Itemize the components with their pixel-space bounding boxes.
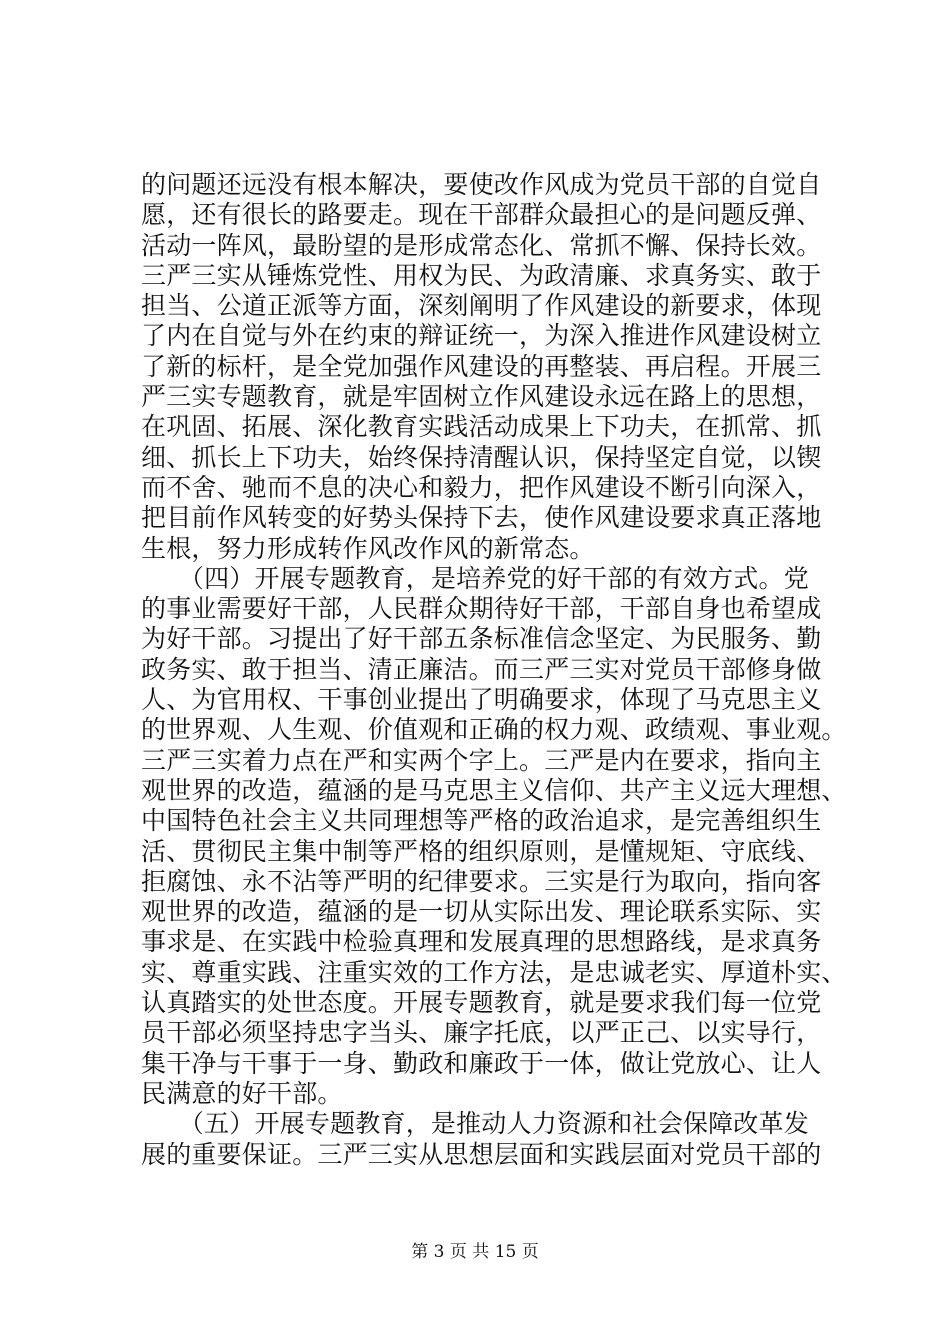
text-line: 认真踏实的处世态度。开展专题教育，就是要求我们每一位党: [141, 988, 822, 1018]
text-line: 实、尊重实践、注重实效的工作方法，是忠诚老实、厚道朴实、: [141, 957, 847, 987]
text-line: 拒腐蚀、永不沾等严明的纪律要求。三实是行为取向，指向客: [141, 866, 822, 896]
text-line: 观世界的改造，蕴涵的是马克思主义信仰、共产主义远大理想、: [141, 775, 847, 805]
text-line: 细、抓长上下功夫，始终保持清醒认识，保持坚定自觉，以锲: [141, 442, 822, 472]
text-line: 三严三实从锤炼党性、用权为民、为政清廉、求真务实、敢于: [141, 260, 822, 290]
text-line: 的世界观、人生观、价值观和正确的权力观、政绩观、事业观。: [141, 715, 847, 745]
text-line: 了新的标杆，是全党加强作风建设的再整装、再启程。开展三: [141, 351, 822, 381]
text-line: 中国特色社会主义共同理想等严格的政治追求，是完善组织生: [141, 806, 822, 836]
text-line: 把目前作风转变的好势头保持下去，使作风建设要求真正落地: [141, 503, 822, 533]
text-line: 员干部必须坚持忠字当头、廉字托底，以严正己、以实导行，: [141, 1018, 822, 1048]
text-line: 的事业需要好干部，人民群众期待好干部，干部自身也希望成: [141, 594, 822, 624]
text-line: 事求是、在实践中检验真理和发展真理的思想路线，是求真务: [141, 927, 822, 957]
text-line: 政务实、敢于担当、清正廉洁。而三严三实对党员干部修身做: [141, 654, 822, 684]
text-line: 在巩固、拓展、深化教育实践活动成果上下功夫，在抓常、抓: [141, 412, 822, 442]
text-line: 担当、公道正派等方面，深刻阐明了作风建设的新要求，体现: [141, 291, 822, 321]
text-line: 活、贯彻民主集中制等严格的组织原则，是懂规矩、守底线、: [141, 836, 822, 866]
text-line: 愿，还有很长的路要走。现在干部群众最担心的是问题反弹、: [141, 200, 822, 230]
text-line: 观世界的改造，蕴涵的是一切从实际出发、理论联系实际、实: [141, 897, 822, 927]
text-line: 严三实专题教育，就是牢固树立作风建设永远在路上的思想，: [141, 382, 822, 412]
text-line: 民满意的好干部。: [141, 1078, 343, 1108]
text-line: （四）开展专题教育，是培养党的好干部的有效方式。党: [141, 563, 809, 593]
text-line: （五）开展专题教育，是推动人力资源和社会保障改革发: [141, 1109, 809, 1139]
text-line: 活动一阵风，最盼望的是形成常态化、常抓不懈、保持长效。: [141, 230, 822, 260]
text-line: 展的重要保证。三严三实从思想层面和实践层面对党员干部的: [141, 1139, 822, 1169]
document-body: [141, 170, 847, 1170]
text-line: 而不舍、驰而不息的决心和毅力，把作风建设不断引向深入，: [141, 472, 822, 502]
text-line: 人、为官用权、干事创业提出了明确要求，体现了马克思主义: [141, 685, 822, 715]
text-line: 为好干部。习提出了好干部五条标准信念坚定、为民服务、勤: [141, 624, 822, 654]
text-line: 生根，努力形成转作风改作风的新常态。: [141, 533, 595, 563]
text-line: 了内在自觉与外在约束的辩证统一，为深入推进作风建设树立: [141, 321, 822, 351]
page-footer: 第 3 页 共 15 页: [411, 1242, 539, 1262]
text-line: 的问题还远没有根本解决，要使改作风成为党员干部的自觉自: [141, 170, 822, 199]
text-line: 三严三实着力点在严和实两个字上。三严是内在要求，指向主: [141, 745, 822, 775]
text-line: 集干净与干事于一身、勤政和廉政于一体，做让党放心、让人: [141, 1048, 822, 1078]
